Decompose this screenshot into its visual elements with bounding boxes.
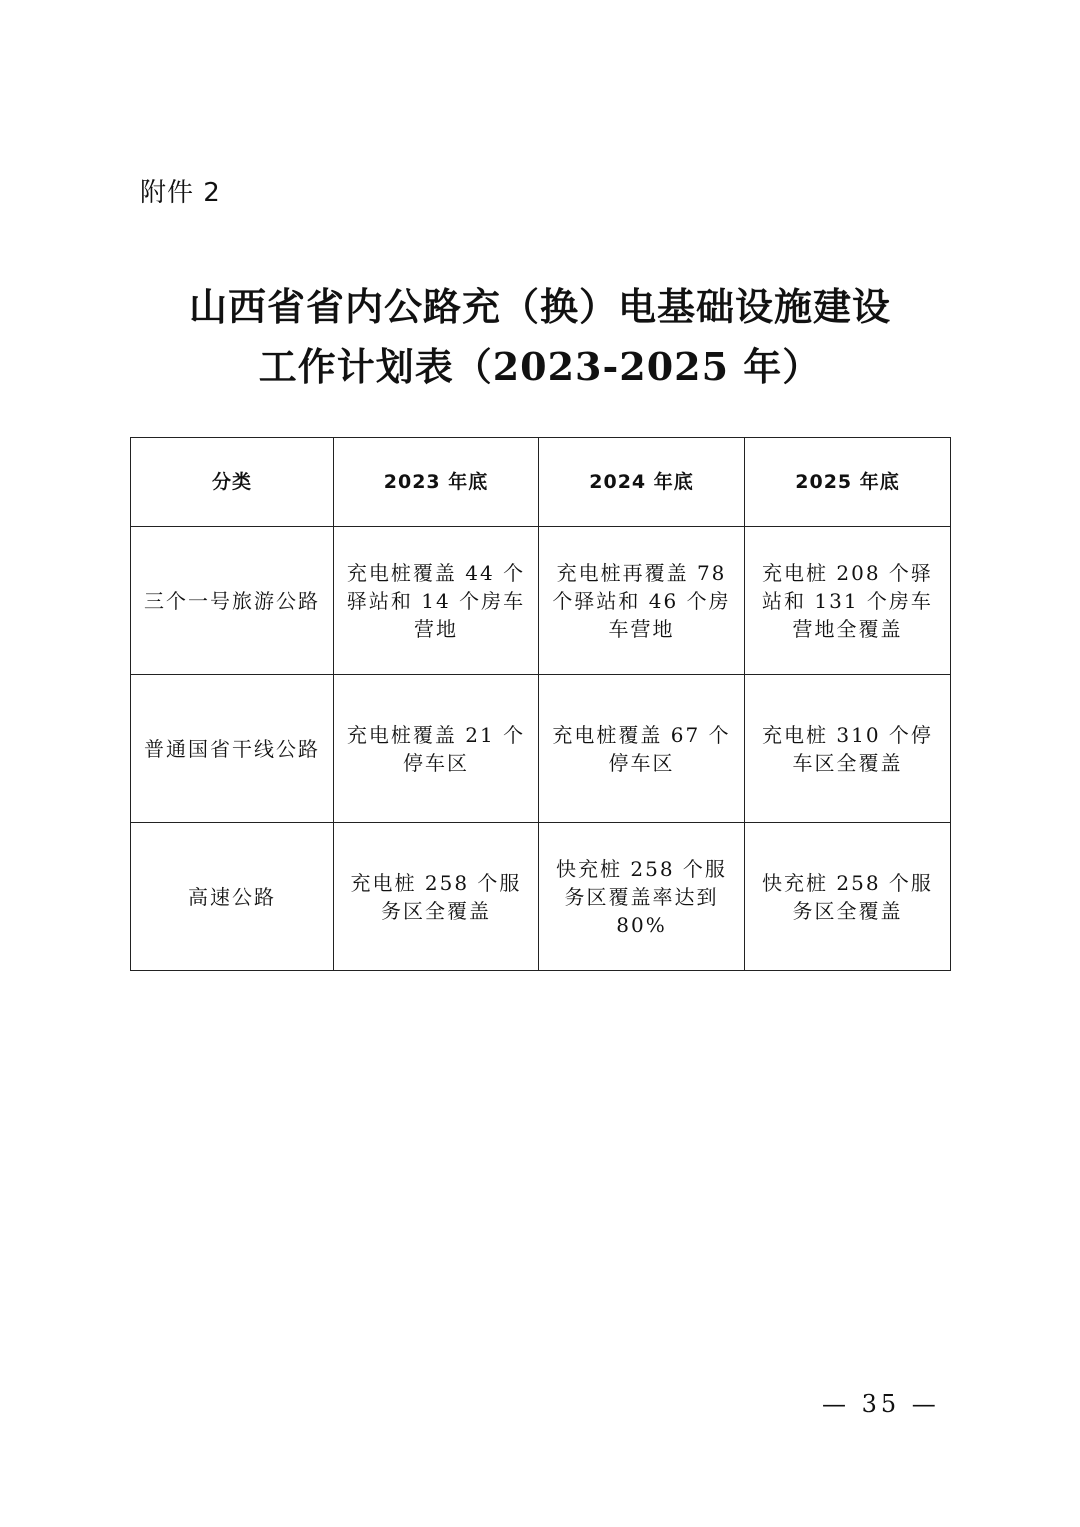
cell-2024: 充电桩覆盖 67 个停车区 xyxy=(539,675,745,823)
cell-2025: 快充桩 258 个服务区全覆盖 xyxy=(745,823,951,971)
table-row xyxy=(131,527,951,675)
header-2023: 2023 年底 xyxy=(334,438,539,527)
table-row xyxy=(131,823,951,971)
header-2025: 2025 年底 xyxy=(745,438,951,527)
cell-2023: 充电桩覆盖 44 个驿站和 14 个房车营地 xyxy=(334,527,539,675)
cell-2024: 快充桩 258 个服务区覆盖率达到 80% xyxy=(539,823,745,971)
table-header-row xyxy=(131,438,951,527)
work-plan-table xyxy=(130,437,951,971)
cell-2023: 充电桩覆盖 21 个停车区 xyxy=(334,675,539,823)
attachment-label: 附件 2 xyxy=(140,178,221,208)
document-title-line-1: 山西省省内公路充（换）电基础设施建设 xyxy=(188,284,891,329)
category-cell: 高速公路 xyxy=(131,823,334,971)
header-2024: 2024 年底 xyxy=(539,438,745,527)
header-category: 分类 xyxy=(131,438,334,527)
category-cell: 三个一号旅游公路 xyxy=(131,527,334,675)
page-number: — 35 — xyxy=(822,1390,940,1418)
table-row xyxy=(131,675,951,823)
category-cell: 普通国省干线公路 xyxy=(131,675,334,823)
cell-2025: 充电桩 208 个驿站和 131 个房车营地全覆盖 xyxy=(745,527,951,675)
cell-2023: 充电桩 258 个服务区全覆盖 xyxy=(334,823,539,971)
cell-2025: 充电桩 310 个停车区全覆盖 xyxy=(745,675,951,823)
document-title-line-2: 工作计划表（2023-2025 年） xyxy=(258,344,822,389)
cell-2024: 充电桩再覆盖 78 个驿站和 46 个房车营地 xyxy=(539,527,745,675)
